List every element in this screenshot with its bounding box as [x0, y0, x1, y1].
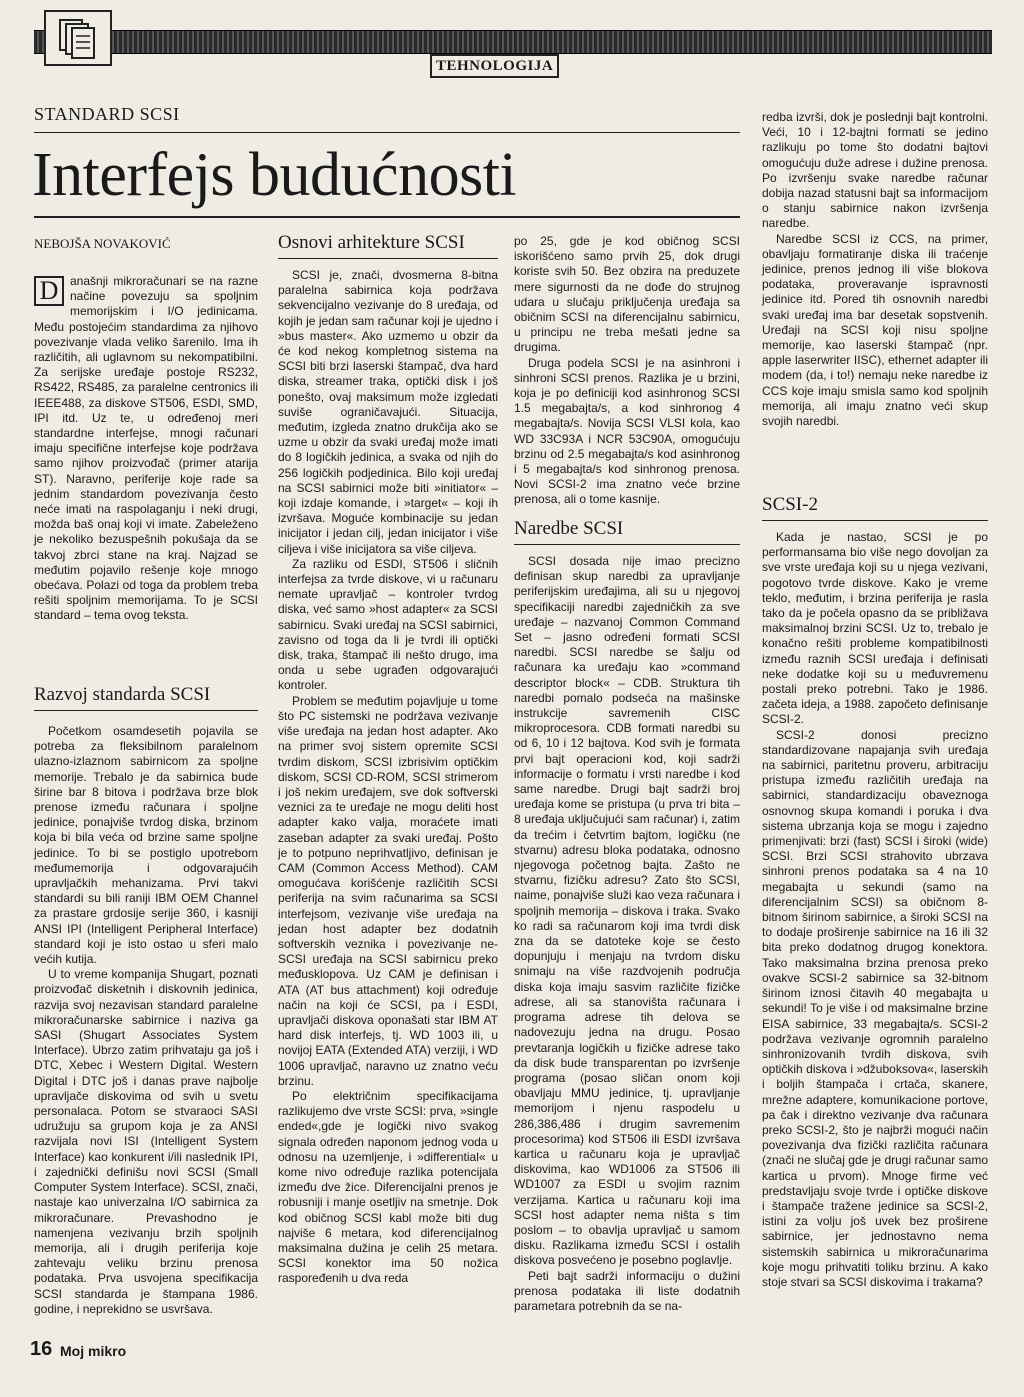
- section-heading: SCSI-2: [762, 494, 818, 515]
- paragraph: po 25, gde je kod običnog SCSI iskorišćeno samo prvih 25, dok drugi koriste svih 50. Bez obzira na preduzete mere sigurnosti da ne dođe do strujnog udara u slučaju priključenja uređaja sa običnim SCSI na diferencijalnu sabirnicu, u principu ne treba mešati jedne sa drugima.: [514, 234, 740, 355]
- paragraph: Druga podela SCSI je na asinhroni i sinhroni SCSI prenos. Razlika je u brzini, koja je po definiciji kod asinhronog SCSI 1.5 megabajta/s, a kod sinhronog 4 megabajta/s. Novija SCSI VLSI kola, kao WD 33C93A i NCR 53C90A, omogućuju brzinu od 2.5 megabajta/s kod asinhronog i 5 megabajta/s kod sinhronog prenosa. Novi SCSI-2 ima znatno veće brzine prenosa, ali o tome kasnije.: [514, 355, 740, 507]
- paragraph: Problem se međutim pojavljuje u tome što PC sistemski ne podržava vezivanje više uređaja na jedan host adapter. Ako na primer svoj sistem opremite SCSI tvrdim diskom, SCSI izbrisivim optičkim diskom, SCSI CD-ROM, SCSI strimerom i još nekim uređajem, sve dok softverski veznici za te uređaje ne mogu deliti host adapter kako valja, moraćete imati zaseban adapter za svaki uređaj. Pošto je to potpuno neprihvatljivo, definisan je CAM (Common Access Method). CAM omogućava korišćenje različitih SCSI periferija na svim računarima sa SCSI interfejsom, vezivanje više uređaja na jedan host adapter bez dodatnih softverskih veznika i povezivanje ne-SCSI uređaja na SCSI sabirnicu preko međusklopova. Uz CAM je definisan i ATA (AT bus attachment) koji određuje način na koji će SCSI, pa i ESDI, upravljači diskova oponašati star IBM AT hard disk interfejs, tj. WD 1003 ili, u novijoj EATA (Extended ATA) verziji, i WD 1006 upravljač, naravno uz znatno veću brzinu.: [278, 693, 498, 1088]
- heading-rule: [762, 520, 988, 521]
- heading-rule: [278, 258, 498, 259]
- stacked-pages-icon: [44, 10, 112, 66]
- paragraph: SCSI dosada nije imao precizno definisan skup naredbi za upravljanje periferijskim uređajima, ali su u njegovoj specifikaciji naredbi zajedničkih za sve uređaje – nazvanoj Common Command Set – jasno određeni formati SCSI naredbi. SCSI naredbe se šalju od računara ka uređaju kao »command descriptor block« – CDB. Struktura tih naredbi pomalo podseća na mašinske instrukcije savremenih CISC mikroprocesora. CDB formati naredbi su od 6, 10 i 12 bajtova. Kod svih je formata prvi bajt operacioni kod, koji sadrži informacije o formatu i vrsti naredbe i kod same naredbe. Drugi bajt sadrži broj uređaja kome se pristupa (u prva tri bita – 8 uređaja uključujući sam računar) i, zatim da trećim i četvrtim bajtom, logičku (ne stvarnu) adresu bloka podataka, odnosno njegovoga početnog bajta. Zašto ne stvarnu, fizičku adresu? Zato što SCSI, naime, ponajviše služi kao veza računara i spoljnih memorija – diskova i traka. Svako ko radi sa računarom koji ima tvrdi disk zna da se datoteke koje se često dopunjuju i menjaju na tvrdom disku snimaju na više razdvojenih područja diska koja imaju sasvim različite fizičke adrese, ali sa stanovišta računara i programa adrese tih delova se nadovezuju jedna na drugu. Posao prevtaranja logičkih u fizičke adrese tako da disk bude transparentan po izvršenje programa (posao sličan onom koji obavljaju MMU jedinice, tj. upravljanje memorijom i njenu raspodelu u 286,386,486 i drugim savremenim procesorima) kod ST506 ili ESDI izvršava kartica u računaru koja je upravljač diskovima, kao WD1006 za ST506 ili WD1007 za ESDI u svojim raznim verzijama. Kartica u računaru koji ima SCSI host adapter nema ništa s tim poslom – to obavlja upravljač u samom disku. Razlikama između SCSI i ostalih diskova posvećeno je posebno poglavlje.: [514, 554, 740, 1268]
- magazine-name: Moj mikro: [60, 1343, 127, 1359]
- paragraph: SCSI je, znači, dvosmerna 8-bitna paralelna sabirnica koja podržava sekvencijalno vezivanje do 8 uređaja, od kojih je jedan sam računar koji je ujedno i »bus master«. Ako uzmemo u obzir da će kod nekog kompletnog sistema na SCSI biti brzi laserski štampač, dva hard diska, streamer traka, optički disk i još ponešto, ovaj maksimum može izgledati suviše ograničavajući. Situacija, međutim, izgleda znatno drukčija ako se uzme u obzir da svaki uređaj može imati do 8 logičkih jedinica, a svaka od njih do 256 logičkih podjedinica. Bilo koji uređaj na SCSI sabirnici može biti »initiator« – koji izdaje komande, i »target« – koji ih izvršava. Moguće kombinacije su jedan inicijator i jedan cilj, jedan inicijator i više ciljeva i više inicijatora sa više ciljeva.: [278, 268, 498, 556]
- paragraph: Početkom osamdesetih pojavila se potreba za fleksibilnom paralelnom ulazno-izlaznom sabirnicom za spoljne memorije. Trebalo je da sabirnica bude širine bar 8 bitova i podržava brze blok prenose između računara i spoljne jedinice, ponajviše tvrdog diska, brzinom koja bi bila veća od brzine same spoljne jedinice. To bi se postiglo upotrebom međumemorija i odgovarajućih upravljačkih mehanizama. Prvi takvi standardi su bili raniji IBM OEM Channel za prastare grdosije serije 360, i kasniji ANSI IPI (Intelligent Peripheral Interface) standard koji je isto ostao u sferi malo većih kutija.: [34, 724, 258, 967]
- kicker-rule: [34, 132, 740, 133]
- paragraph: Po električnim specifikacijama razlikujemo dve vrste SCSI: prva, »single ended«,gde je logički nivo svakog signala određen naponom jednog voda u odnosu na uzemljenje, i »differential« u kome nivo određuje razlika potencijala između dve žice. Diferencijalni prenos je robusniji i manje osetljiv na smetnje. Dok kod običnog SCSI kabl može biti dug najviše 6 metara, kod diferencijalnog maksimalna dužina je celih 25 metara. SCSI konektor ima 50 nožica raspoređenih u dva reda: [278, 1088, 498, 1286]
- paragraph: Kada je nastao, SCSI je po performansama bio više nego dovoljan za sve vrste uređaja koji su u njega vezivani, pogotovo tvrde diskove. Kako je vreme teklo, međutim, i brzina periferija je rasla tako da je počela opasno da se približava maksimalnoj brzini SCSI. Uz to, trebalo je konačno rešiti probleme kompatibilnosti između raznih SCSI uređaja i definisati neke dodatke koji su u međuvremenu postali preko potrebni. Tako je 1986. začeta ideja, a 1988. započeto definisanje SCSI-2.: [762, 530, 988, 727]
- text-column: [34, 724, 258, 1317]
- byline: NEBOJŠA NOVAKOVIĆ: [34, 236, 171, 251]
- intro-text: anašnji mikroračunari se na razne načine povezuju sa spoljnim memorijskim i I/O jedinicama. Među postojećim standardima za njihovo povezivanje vlada veliko šarenilo. Ima ih različitih, ali uglavnom su nekompatibilni. Za serijske uređaje postoje RS232, RS422, RS485, za paralelne centronics ili IEEE488, za diskove ST506, ESDI, SMD, IPI itd. Uz te, u određenoj meri standardne interfejse, mnogi računari imaju specifične interfejse koje podržava samo njihov proizvođač (primer atarija ST). Naravno, periferije koje rade sa jednim standardom povezivanja često neće imati na raspolaganju i neki drugi, možda baš onaj koji vi imate. Zabeleženo je nekoliko bezuspešnih pokušaja da se takvoj zbrci stane na kraj. Najzad se međutim pojavilo rešenje koje mnogo obećava. Polazi od toga da problem treba rešiti spoljnim memorijama. To je SCSI standard – tema ovog teksta.: [34, 274, 258, 623]
- intro-paragraph: [34, 274, 258, 624]
- article-kicker: STANDARD SCSI: [34, 104, 180, 124]
- drop-cap: D: [34, 276, 64, 306]
- title-rule: [34, 216, 740, 218]
- paragraph: redba izvrši, dok je poslednji bajt kontrolni. Veći, 10 i 12-bajtni formati se jedino razlikuju po tome što dodatni bajtovi omogućuju duže adrese i dužine prenosa. Po izvršenju svake naredbe računar dobija nazad statusni bajt sa informacijom o stanju sabirnice nakon izvršenja naredbe.: [762, 110, 988, 231]
- text-column: [514, 554, 740, 1314]
- section-heading: Osnovi arhitekture SCSI: [278, 232, 465, 253]
- intro-column: [34, 274, 258, 624]
- text-column: [762, 530, 988, 1290]
- text-column: [514, 234, 740, 508]
- text-column: [762, 110, 988, 429]
- heading-rule: [514, 544, 740, 545]
- section-heading: Naredbe SCSI: [514, 518, 624, 539]
- section-heading: Razvoj standarda SCSI: [34, 684, 211, 705]
- section-tag: TEHNOLOGIJA: [430, 54, 559, 78]
- text-column: [278, 268, 498, 1287]
- heading-rule: [34, 710, 258, 711]
- paragraph: U to vreme kompanija Shugart, poznati proizvođač disketnih i diskovnih jedinica, razvija svoj nezavisan standard paralelne mikroračunarske sabirnice i naziva ga SASI (Shugart Associates System Interface). Ubrzo zatim prihvataju ga još i DTC, Xebec i Western Digital. Western Digital i DTC još i danas prave najbolje upravljače diskovima od svih u svetu personalaca. Potom se stvaraoci SASI udružuju sa grupom koja je za ANSI razvijala novi ISI (Intelligent System Interface) kao konkurent i/ili naslednik IPI, i zajednički definišu novi SCSI (Small Computer System Interface). SCSI, znači, nastaje kao univerzalna I/O sabirnica za mikroračunare. Prevashodno je namenjena vezivanju brzih spoljnih memorija, ali i drugih periferija koje zahtevaju veliku brzinu prenosa podataka. Prva usvojena specifikacija SCSI standarda je štampana 1986. godine, i neprekidno se usvršava.: [34, 967, 258, 1316]
- paragraph: Za razliku od ESDI, ST506 i sličnih interfejsa za tvrde diskove, vi u računaru nemate upravljač – kontroler tvrdog diska, već samo »host adapter« za SCSI sabirnicu. Svaki uređaj na SCSI sabirnici, zavisno od toga da li je tvrdi ili optički disk, traka, štampač ili nešto drugo, ima onda u sebe ugrađen odgovarajući kontroler.: [278, 556, 498, 693]
- paragraph: Peti bajt sadrži informaciju o dužini prenosa podataka ili liste dodatnih parametara potrebnih da se na-: [514, 1268, 740, 1313]
- paragraph: Naredbe SCSI iz CCS, na primer, obavljaju formatiranje diska ili traćenje jedinice, prenos jednog ili više blokova podataka, proveravanje ispravnosti jedinice itd. Pored tih osnovnih naredbi svaki uređaj ima bar desetak sopstvenih. Uređaji na SCSI koji nisu spoljne memorije, kao laserski štampač (npr. apple laserwriter IISC), ethernet adapter ili modem (da, i to!) nemaju neke naredbe iz CCS koje imaju smisla samo kod spoljnih memorija, ali imaju znatno veći skup svojih naredbi.: [762, 231, 988, 429]
- article-title: Interfejs budućnosti: [32, 141, 517, 209]
- header-bar: [34, 30, 992, 54]
- page-number: 16: [30, 1338, 53, 1360]
- paragraph: SCSI-2 donosi precizno standardizovane napajanja svih uređaja na sabirnici, paritetnu proveru, arbitraciju pristupa između različitih uređaja na sabirnici, standardizaciju obaveznoga osnovnog skupa komandi i poruka i dva sistema ubrzanja koja se mogu i zajedno primenjivati: brzi (fast) SCSI i široki (wide) SCSI. Brzi SCSI strahovito ubrzava sinhroni prenos podataka sa 4 na 10 megabajta u sekundi (samo na diferencijalnim SCSI) sa običnom 8-bitnom širinom sabirnice, a široki SCSI na to dodaje proširenje sabirnice na 16 ili 32 bita preko dodatnog drugog konektora. Tako maksimalna brzina prenosa preko ovakve SCSI-2 sabirnice sa 32-bitnom širinom iznosi čitavih 40 megabajta u sekundi! To je više i od maksimalne brzine EISA sabirnice, 33 megabajta/s. SCSI-2 podržava vezivanje ogromnih paralelno sinhronizovanih tvrdih diskova, svih optičkih diskova i »džuboksova«, laserskih i boljih štampača i crtača, skanere, mrežne adaptere, komunikacione portove, pa čak i direktno vezivanje dva računara preko SCSI-2, što je najbrži mogući način povezivanja dva fizički različita računara (znači ne slučaj gde je drugi računar samo kartica u prvom). Mnoge firme već predstavljaju svoje tvrde i optičke diskove i štampače tražene jedinice sa SCSI-2, istini za volju još uvek bez proširene sabirnice, jer jednostavno nema sistemskih sabirnica u mikroračunarima koje mogu prihvatiti toliku brzinu. A kako stoje stvari sa SCSI diskovima i trakama?: [762, 727, 988, 1289]
